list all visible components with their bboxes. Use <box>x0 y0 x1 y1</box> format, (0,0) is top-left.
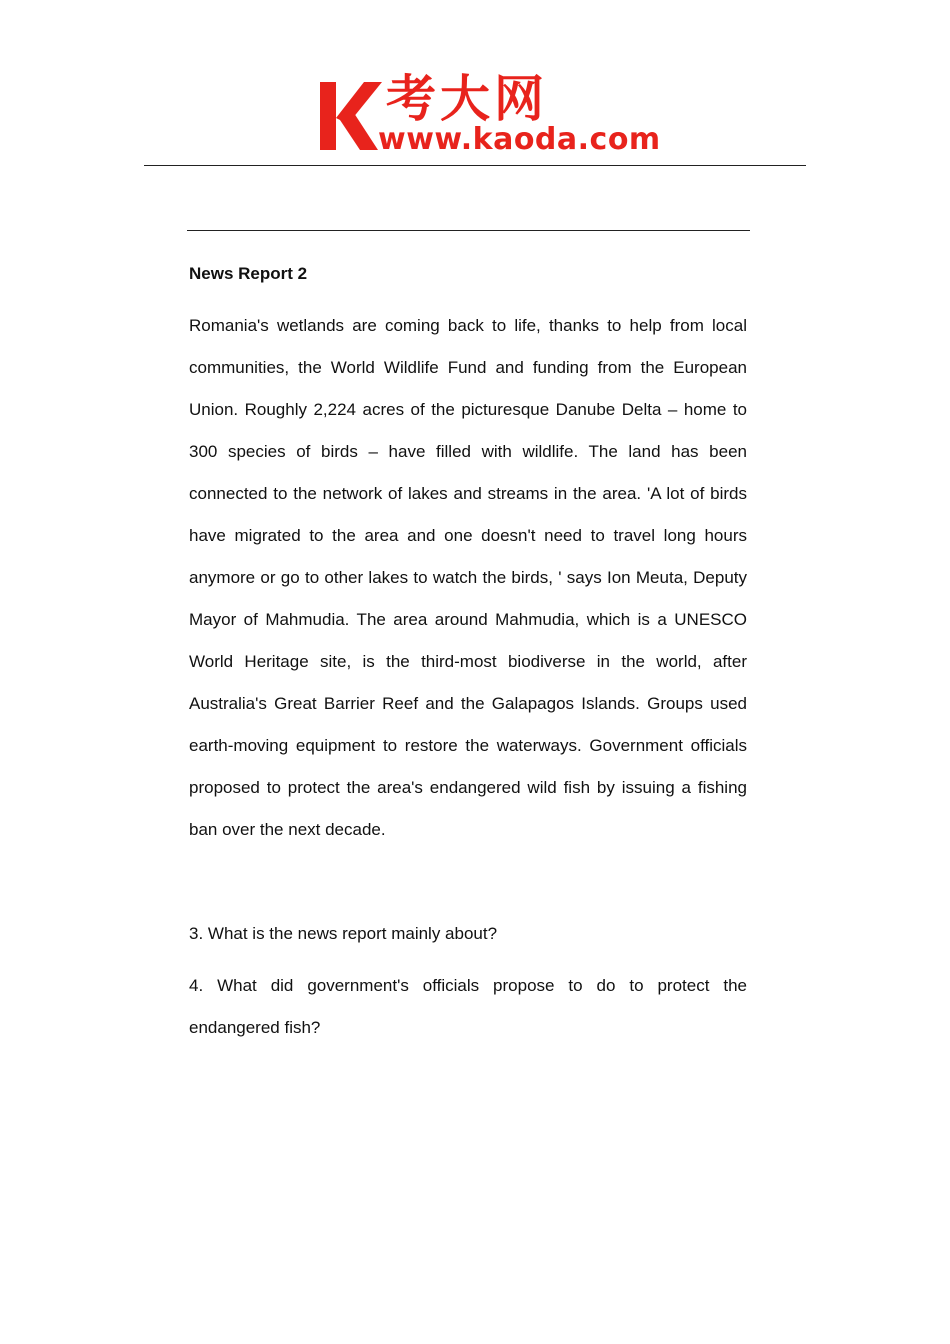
article-line: anymore or go to other lakes to watch the birds, ' says Ion Meuta, Deputy <box>189 568 747 587</box>
article-line: communities, the World Wildlife Fund and funding from the European <box>189 358 747 377</box>
logo-brand-text: 考大网 <box>386 70 548 128</box>
article-line: earth-moving equipment to restore the waterways. Government officials <box>189 736 747 755</box>
question-3 <box>189 913 747 955</box>
k-logo-icon <box>318 80 382 152</box>
content-divider <box>187 230 750 231</box>
article-line: Union. Roughly 2,224 acres of the picturesque Danube Delta – home to <box>189 400 747 419</box>
section-title: News Report 2 <box>189 264 308 283</box>
news-article <box>189 305 747 851</box>
article-line: Romania's wetlands are coming back to life, thanks to help from local <box>189 316 747 335</box>
article-line: 300 species of birds – have filled with wildlife. The land has been <box>189 442 747 461</box>
article-line: World Heritage site, is the third-most biodiverse in the world, after <box>189 652 747 671</box>
article-line: Mayor of Mahmudia. The area around Mahmudia, which is a UNESCO <box>189 610 747 629</box>
article-line: ban over the next decade. <box>189 820 386 839</box>
question-line: 3. What is the news report mainly about? <box>189 924 498 943</box>
question-4 <box>189 965 747 1049</box>
article-line: Australia's Great Barrier Reef and the Galapagos Islands. Groups used <box>189 694 747 713</box>
header-divider <box>144 165 806 166</box>
question-line: endangered fish? <box>189 1018 321 1037</box>
article-line: proposed to protect the area's endangered wild fish by issuing a fishing <box>189 778 747 797</box>
article-line: have migrated to the area and one doesn't need to travel long hours <box>189 526 747 545</box>
logo-url-text: www.kaoda.com <box>378 122 661 157</box>
article-line: connected to the network of lakes and streams in the area. 'A lot of birds <box>189 484 747 503</box>
kaoda-logo <box>318 70 661 162</box>
question-line: 4. What did government's officials propose to do to protect the <box>189 976 747 995</box>
